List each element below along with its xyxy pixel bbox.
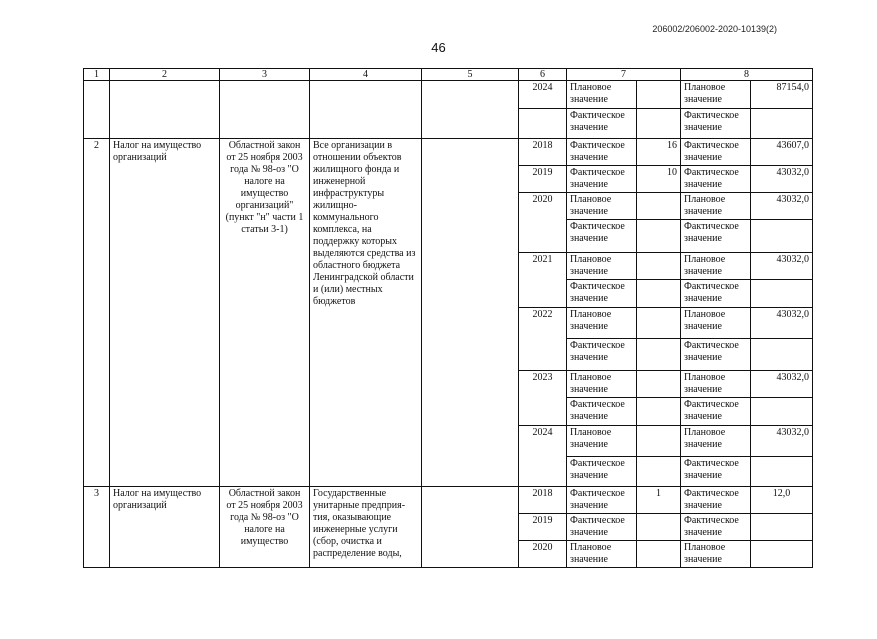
count-cell: 1 — [637, 487, 681, 514]
tax-benefits-table — [83, 68, 813, 568]
value-cell: 87154,0 — [751, 81, 813, 109]
year-cell: 2020 — [519, 541, 567, 568]
value-cell: 43032,0 — [751, 426, 813, 457]
indicator-label: Плановое значение — [567, 81, 637, 109]
year-cell: 2020 — [519, 193, 567, 253]
beneficiaries: Все организации в отношении объектов жилищного фонда и инженерной инфраструктуры жилищно-коммунального комплекса, на поддержку которых выделяются средства из областного бюджета Ленинградской области и (или) местных бюджетов — [310, 139, 422, 487]
beneficiaries: Государственные унитарные предприя-тия, оказывающие инженерные услуги (сбор, очистка и распределение воды, — [310, 487, 422, 568]
indicator-label: Фактическое значение — [681, 109, 751, 139]
value-cell: 43032,0 — [751, 371, 813, 398]
table-row — [84, 139, 813, 166]
value-cell: 43032,0 — [751, 308, 813, 339]
value-cell: 12,0 — [751, 487, 813, 514]
col-header-1: 1 — [84, 69, 110, 81]
indicator-label: Плановое значение — [681, 308, 751, 339]
indicator-label: Фактическое значение — [681, 398, 751, 426]
indicator-label: Фактическое значение — [567, 220, 637, 253]
indicator-label: Фактическое значение — [567, 109, 637, 139]
indicator-label: Фактическое значение — [567, 487, 637, 514]
year-cell: 2021 — [519, 253, 567, 308]
year-cell: 2018 — [519, 139, 567, 166]
indicator-label: Плановое значение — [567, 193, 637, 220]
document-id: 206002/206002-2020-10139(2) — [652, 24, 777, 34]
indicator-label: Фактическое значение — [567, 280, 637, 308]
indicator-label: Фактическое значение — [681, 457, 751, 487]
count-cell: 16 — [637, 139, 681, 166]
column-number-row — [84, 69, 813, 81]
year-cell: 2019 — [519, 166, 567, 193]
indicator-label: Фактическое значение — [567, 398, 637, 426]
col-header-7: 7 — [567, 69, 681, 81]
indicator-label: Плановое значение — [567, 426, 637, 457]
year-cell: 2019 — [519, 514, 567, 541]
year-cell: 2022 — [519, 308, 567, 371]
col-header-2: 2 — [110, 69, 220, 81]
value-cell: 43032,0 — [751, 166, 813, 193]
value-cell: 43607,0 — [751, 139, 813, 166]
law-reference: Областной закон от 25 ноября 2003 года № 98-оз "О налоге на имущество организаций" (пункт "н" части 1 статьи 3-1) — [220, 139, 310, 487]
indicator-label: Плановое значение — [567, 541, 637, 568]
indicator-label: Плановое значение — [681, 193, 751, 220]
indicator-label: Фактическое значение — [681, 487, 751, 514]
year-cell: 2023 — [519, 371, 567, 426]
col-header-6: 6 — [519, 69, 567, 81]
year-cell: 2018 — [519, 487, 567, 514]
indicator-label: Плановое значение — [681, 81, 751, 109]
value-cell: 43032,0 — [751, 253, 813, 280]
count-cell: 10 — [637, 166, 681, 193]
tax-name: Налог на имущество организаций — [110, 487, 220, 568]
indicator-label: Фактическое значение — [681, 339, 751, 371]
year-cell: 2024 — [519, 81, 567, 109]
indicator-label: Плановое значение — [681, 541, 751, 568]
indicator-label: Плановое значение — [681, 371, 751, 398]
page-number: 46 — [431, 40, 446, 55]
tax-name: Налог на имущество организаций — [110, 139, 220, 487]
indicator-label: Фактическое значение — [567, 166, 637, 193]
indicator-label: Плановое значение — [567, 308, 637, 339]
indicator-label: Фактическое значение — [681, 166, 751, 193]
indicator-label: Фактическое значение — [567, 514, 637, 541]
col-header-4: 4 — [310, 69, 422, 81]
indicator-label: Фактическое значение — [567, 339, 637, 371]
row-number: 3 — [84, 487, 110, 568]
indicator-label: Плановое значение — [567, 253, 637, 280]
table-row — [84, 487, 813, 514]
indicator-label: Плановое значение — [681, 426, 751, 457]
law-reference: Областной закон от 25 ноября 2003 года № 98-оз "О налоге на имущество — [220, 487, 310, 568]
indicator-label: Фактическое значение — [567, 139, 637, 166]
table-row — [84, 81, 813, 109]
indicator-label: Фактическое значение — [681, 280, 751, 308]
indicator-label: Фактическое значение — [567, 457, 637, 487]
indicator-label: Плановое значение — [681, 253, 751, 280]
year-cell: 2024 — [519, 426, 567, 487]
indicator-label: Фактическое значение — [681, 514, 751, 541]
col-header-3: 3 — [220, 69, 310, 81]
indicator-label: Плановое значение — [567, 371, 637, 398]
indicator-label: Фактическое значение — [681, 139, 751, 166]
indicator-label: Фактическое значение — [681, 220, 751, 253]
col-header-5: 5 — [422, 69, 519, 81]
value-cell: 43032,0 — [751, 193, 813, 220]
col-header-8: 8 — [681, 69, 813, 81]
row-number: 2 — [84, 139, 110, 487]
